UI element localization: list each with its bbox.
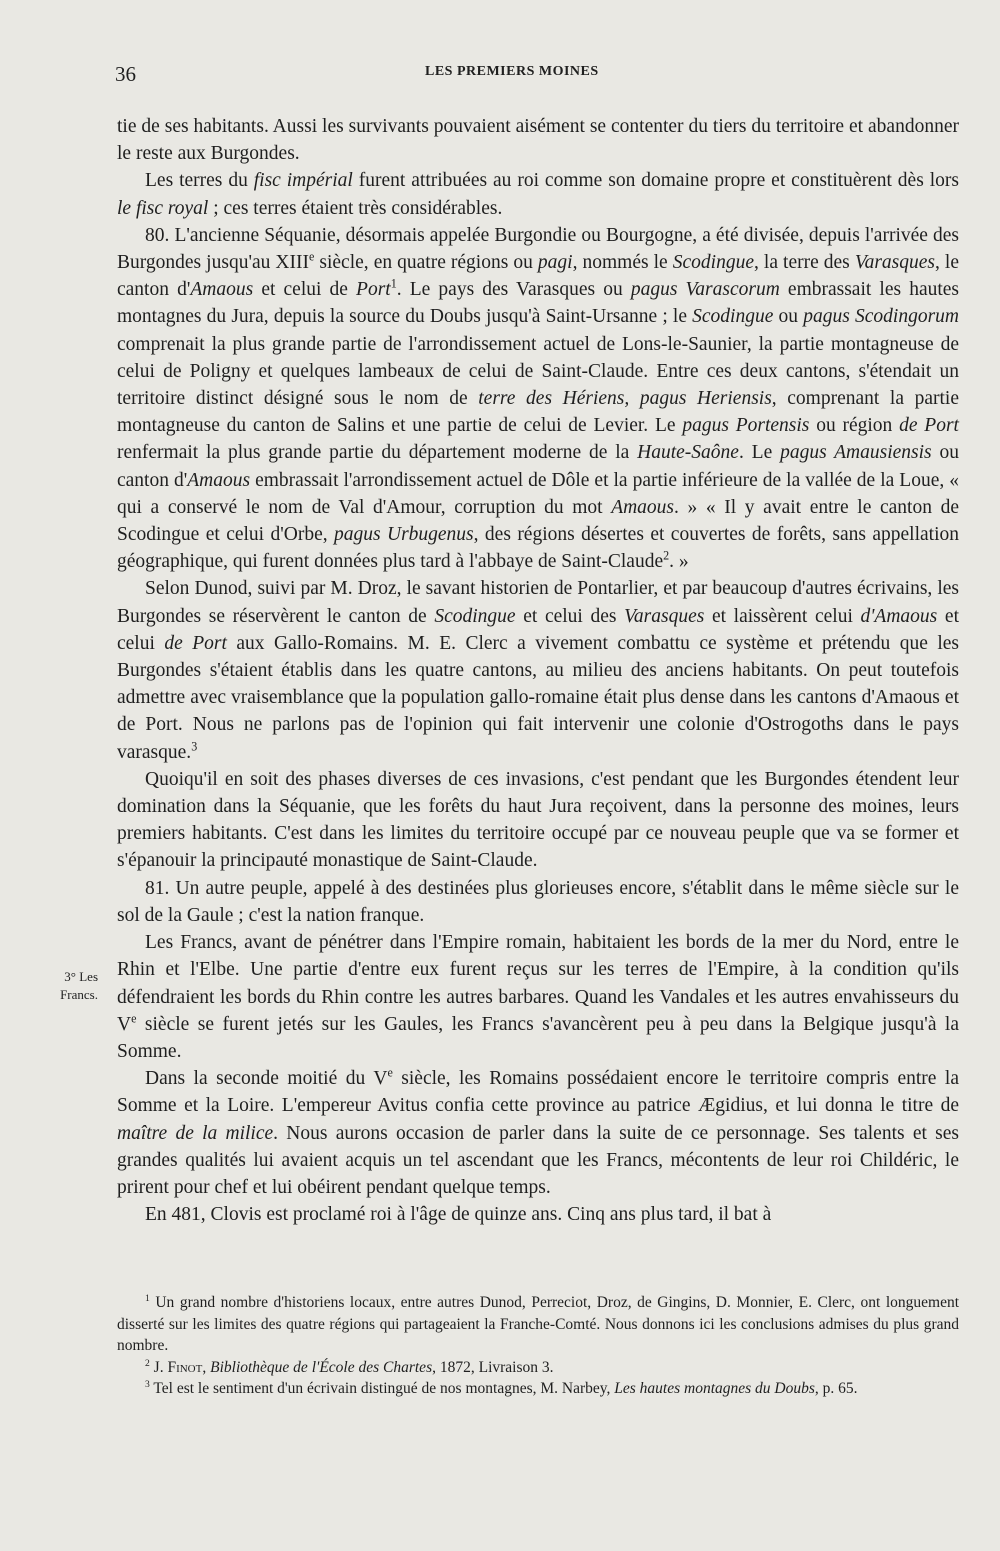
running-title: LES PREMIERS MOINES [425,64,599,79]
margin-note-line: 3° Les [64,969,98,984]
paragraph: 81. Un autre peuple, appelé à des destinées plus glorieuses encore, s'établit dans le même siècle sur le sol de la Gaule ; c'est la nation franque. [117,877,959,926]
footnote: $^3$ Tel est le sentiment d'un écrivain distingué de nos montagnes, M. Narbey, Les hautes montagnes du Doubs, p. 65. [145,1378,858,1397]
paragraph: tie de ses habitants. Aussi les survivants pouvaient aisément se contenter du tiers du territoire et abandonner le reste aux Burgondes. [117,116,959,165]
footnote: $^2$ J. Finot, Bibliothèque de l'École des Chartes, 1872, Livraison 3. [145,1357,554,1376]
page-number: 36 [115,62,136,86]
paragraph: Les Francs, avant de pénétrer dans l'Empire romain, habitaient les bords de la mer du Nord, entre le Rhin et l'Elbe. Une partie d'entre eux furent reçus sur les terres de l'Empire, à la condition qu'ils défendraient les bords du Rhin contre les autres barbares. Quand les Vandales et les autres envahisseurs du Ve siècle se furent jetés sur les Gaules, les Francs s'avancèrent peu à peu dans la Belgique jusqu'à la Somme. [117,932,959,1062]
paragraph: 80. L'ancienne Séquanie, désormais appelée Burgondie ou Bourgogne, a été divisée, depuis l'arrivée des Burgondes jusqu'au XIIIe siècle, en quatre régions ou pagi, nommés le Scodingue, la terre des Varasques, le canton d'Amaous et celui de Port$^1$. Le pays des Varasques ou pagus Varascorum embrassait les hautes montagnes du Jura, depuis la source du Doubs jusqu'à Saint-Ursanne ; le Scodingue ou pagus Scodingorum comprenait la plus grande partie de l'arrondissement actuel de Lons-le-Saunier, la partie montagneuse de celui de Poligny et quelques lambeaux de celui de Saint-Claude. Entre ces deux cantons, s'étendait un territoire distinct désigné sous le nom de terre des Hériens, pagus Heriensis, comprenant la partie montagneuse du canton de Salins et une partie de celui de Levier. Le pagus Portensis ou région de Port renfermait la plus grande partie du département moderne de la Haute-Saône. Le pagus Amausiensis ou canton d'Amaous embrassait l'arrondissement actuel de Dôle et la partie inférieure de la vallée de la Loue, « qui a conservé le nom de Val d'Amour, corruption du mot Amaous. » « Il y avait entre le canton de Scodingue et celui d'Orbe, pagus Urbugenus, des régions désertes et couvertes de forêts, sans appellation géographique, qui furent données plus tard à l'abbaye de Saint-Claude$^2$. » [117,224,960,573]
margin-note-line: Francs. [60,987,98,1002]
margin-note [28,968,98,1004]
paragraph: Quoiqu'il en soit des phases diverses de ces invasions, c'est pendant que les Burgondes étendent leur domination dans la Séquanie, que les forêts du haut Jura reçoivent, dans la personne des moines, leurs premiers habitants. C'est dans les limites du territoire occupé par ce nouveau peuple que va se former et s'épanouir la principauté monastique de Saint-Claude. [117,768,959,872]
footnote-ref: 3 [191,739,198,754]
paragraph: Les terres du fisc impérial furent attribuées au roi comme son domaine propre et constituèrent dès lors le fisc royal ; ces terres étaient très considérables. [117,170,959,219]
footnotes [117,1292,959,1400]
footnote-ref: 1 [390,276,397,291]
main-text [117,113,959,1228]
footnote: $^1$ Un grand nombre d'historiens locaux, entre autres Dunod, Perreciot, Droz, de Gingins, D. Monnier, E. Clerc, ont longuement disserté sur les limites des quatre régions qui partageaient la Franche-Comté. Nous donnons ici les conclusions admises du plus grand nombre. [117,1292,959,1354]
paragraph: Selon Dunod, suivi par M. Droz, le savant historien de Pontarlier, et par beaucoup d'autres écrivains, les Burgondes se réservèrent le canton de Scodingue et celui des Varasques et laissèrent celui d'Amaous et celui de Port aux Gallo-Romains. M. E. Clerc a vivement combattu ce système et prétendu que les Burgondes s'étaient établis dans les quatre cantons, au milieu des anciens habitants. On peut toutefois admettre avec vraisemblance que la population gallo-romaine était plus dense dans les cantons d'Amaous et de Port. Nous ne parlons pas de l'opinion qui fait intervenir une colonie d'Ostrogoths dans le pays varasque.$^3$ [117,578,960,763]
paragraph: Dans la seconde moitié du Ve siècle, les Romains possédaient encore le territoire compris entre la Somme et la Loire. L'empereur Avitus confia cette province au patrice Ægidius, et lui donna le titre de maître de la milice. Nous aurons occasion de parler dans la suite de ce personnage. Ses talents et ses grandes qualités lui avaient acquis un tel ascendant que les Francs, mécontents de leur roi Childéric, le prirent pour chef et lui obéirent pendant quelque temps. [117,1065,960,1198]
footnote-ref: 2 [663,548,670,563]
page-header [115,62,960,92]
paragraph: En 481, Clovis est proclamé roi à l'âge de quinze ans. Cinq ans plus tard, il bat à [145,1204,772,1226]
